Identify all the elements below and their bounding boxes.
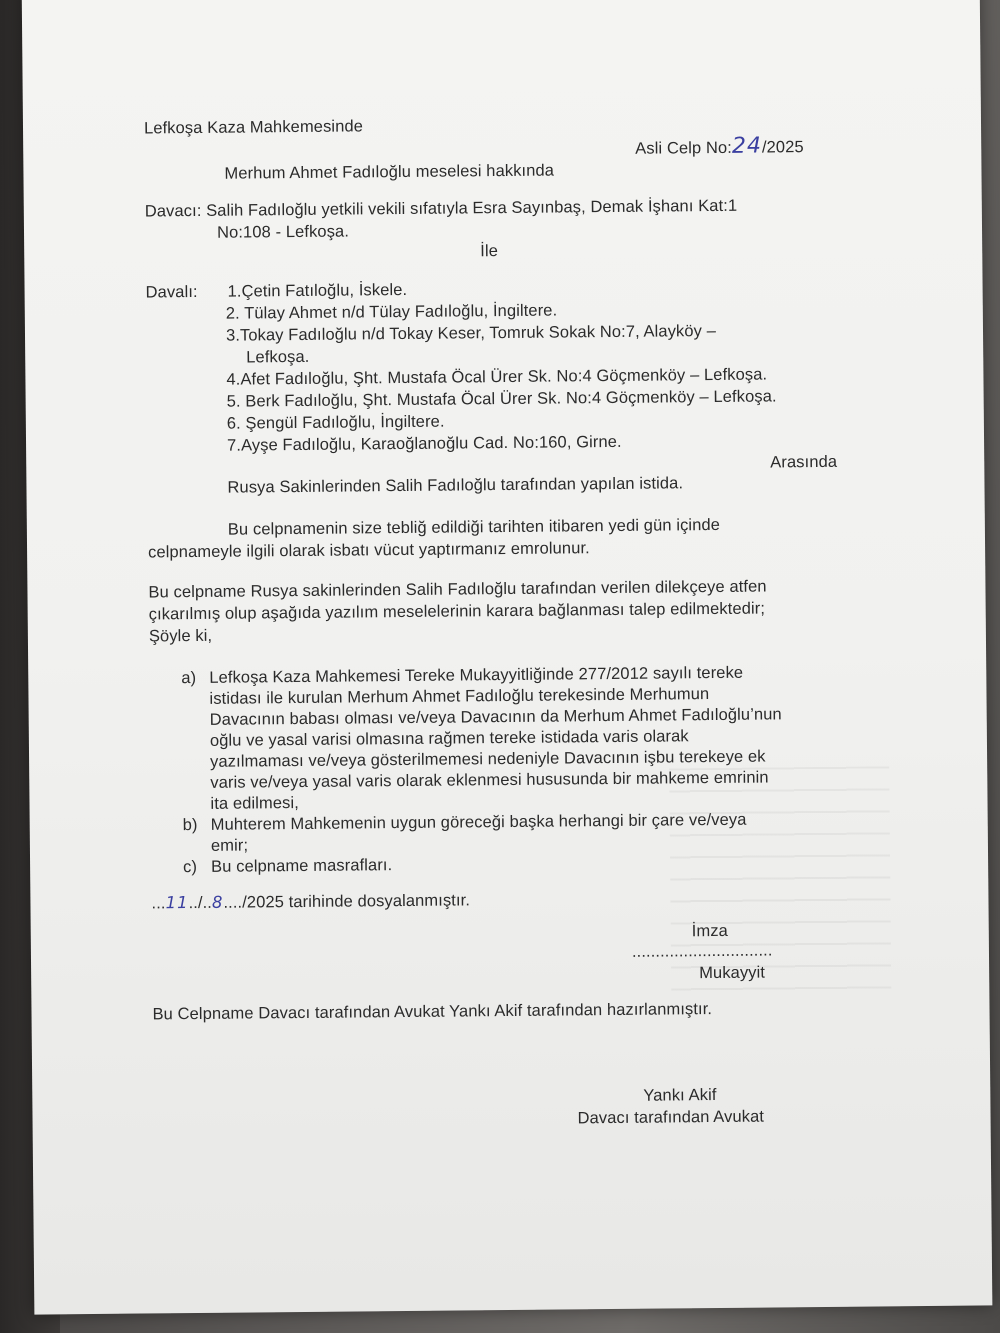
lawyer-name: Yankı Akif: [643, 1086, 717, 1105]
defendant-5: 5. Berk Fadıloğlu, Şht. Mustafa Öcal Ürer Sk. No:4 Göçmenköy – Lefkoşa.: [226, 387, 777, 411]
court-name: Lefkoşa Kaza Mahkemesinde: [143, 117, 364, 138]
item-a-line-4: oğlu ve yasal varisi olmasına rağmen tereke istidada varis olarak: [209, 727, 689, 750]
celp-number-label: Asli Celp No:: [635, 138, 732, 158]
lawyer-title: Davacı tarafından Avukat: [577, 1107, 765, 1128]
celp-number-handwritten: 24: [731, 133, 763, 159]
case-subject: Merhum Ahmet Fadıloğlu meselesi hakkında: [224, 161, 555, 183]
arasinda-label: Arasında: [770, 452, 838, 472]
celp-number-year: /2025: [761, 138, 804, 157]
defendant-4: 4.Afet Fadıloğlu, Şht. Mustafa Öcal Ürer Sk. No:4 Göçmenköy – Lefkoşa.: [226, 365, 768, 389]
defendant-6: 6. Şengül Fadıloğlu, İngiltere.: [226, 412, 445, 433]
defendant-1: 1.Çetin Fatıloğlu, İskele.: [227, 280, 408, 301]
ile-separator: İle: [480, 242, 499, 261]
defendants-label: Davalı:: [145, 282, 198, 302]
document-page: [22, 0, 993, 1315]
plaintiff-line-2: No:108 - Lefkoşa.: [216, 222, 350, 242]
defendant-3: 3.Tokay Fadıloğlu n/d Tokay Keser, Tomruk Sokak No:7, Alayköy –: [225, 321, 717, 345]
item-b-line-1: Muhterem Mahkemenin uygun göreceği başka herhangi bir çare ve/veya: [210, 810, 747, 834]
signature-role: Mukayyit: [699, 963, 766, 983]
petition-line: Rusya Sakinlerinden Salih Fadıloğlu tarafından yapılan istida.: [227, 474, 684, 497]
item-a-marker: a): [181, 668, 197, 688]
item-a-line-6: varis ve/veya yasal varis olarak eklenmesi hususunda bir mahkeme emrinin: [210, 768, 769, 792]
filing-dots-2: ../..: [188, 893, 213, 913]
item-b-line-2: emir;: [210, 836, 249, 855]
summons-line-1: Bu celpnamenin size tebliğ edildiği tarihten itibaren yedi gün içinde: [227, 515, 721, 539]
filing-month-handwritten: 8: [211, 892, 224, 912]
item-a-line-7: ita edilmesi,: [210, 794, 300, 813]
item-a-line-3: Davacının babası olması ve/veya Davacının da Merhum Ahmet Fadıloğlu’nun: [209, 705, 782, 729]
defendant-7: 7.Ayşe Fadıloğlu, Karaoğlanoğlu Cad. No:160, Girne.: [226, 432, 622, 455]
item-b-marker: b): [182, 815, 198, 835]
summons-line-2: celpnameyle ilgili olarak isbatı vücut yaptırmanız emrolunur.: [148, 539, 590, 562]
intro-line-1: Bu celpname Rusya sakinlerinden Salih Fadıloğlu tarafından verilen dilekçeye atfen: [148, 577, 767, 602]
item-a-line-1: Lefkoşa Kaza Mahkemesi Tereke Mukayyitliğinde 277/2012 sayılı tereke: [209, 663, 744, 687]
item-c-marker: c): [183, 857, 198, 877]
celp-number: [635, 133, 804, 160]
filing-date-line: [151, 890, 470, 913]
prepared-by-line: Bu Celpname Davacı tarafından Avukat Yankı Akif tarafından hazırlanmıştır.: [152, 1000, 713, 1024]
item-c-line-1: Bu celpname masrafları.: [211, 856, 393, 876]
filing-dots-1: ...: [151, 894, 166, 913]
item-a-line-5: yazılmaması ve/veya gösterilmemesi nedeniyle Davacının işbu terekeye ek: [210, 747, 766, 771]
item-a-line-2: istidası ile kurulan Merhum Ahmet Fadıloğlu terekesinde Merhumun: [209, 685, 710, 708]
intro-line-2: çıkarılmış olup aşağıda yazılım meselelerinin karara bağlanması talep edilmektedir;: [148, 599, 766, 624]
signature-label: İmza: [691, 921, 728, 941]
signature-line: ..............................: [631, 941, 773, 961]
defendant-3-cont: Lefkoşa.: [246, 347, 310, 367]
filing-rest: ..../2025 tarihinde dosyalanmıştır.: [223, 891, 471, 912]
plaintiff-line-1: Davacı: Salih Fadıloğlu yetkili vekili sıfatıyla Esra Sayınbaş, Demak İşhanı Kat:1: [144, 196, 738, 221]
intro-line-3: Şöyle ki,: [148, 626, 213, 646]
defendant-2: 2. Tülay Ahmet n/d Tülay Fadıloğlu, İngiltere.: [225, 301, 558, 323]
filing-day-handwritten: 11: [165, 893, 189, 913]
